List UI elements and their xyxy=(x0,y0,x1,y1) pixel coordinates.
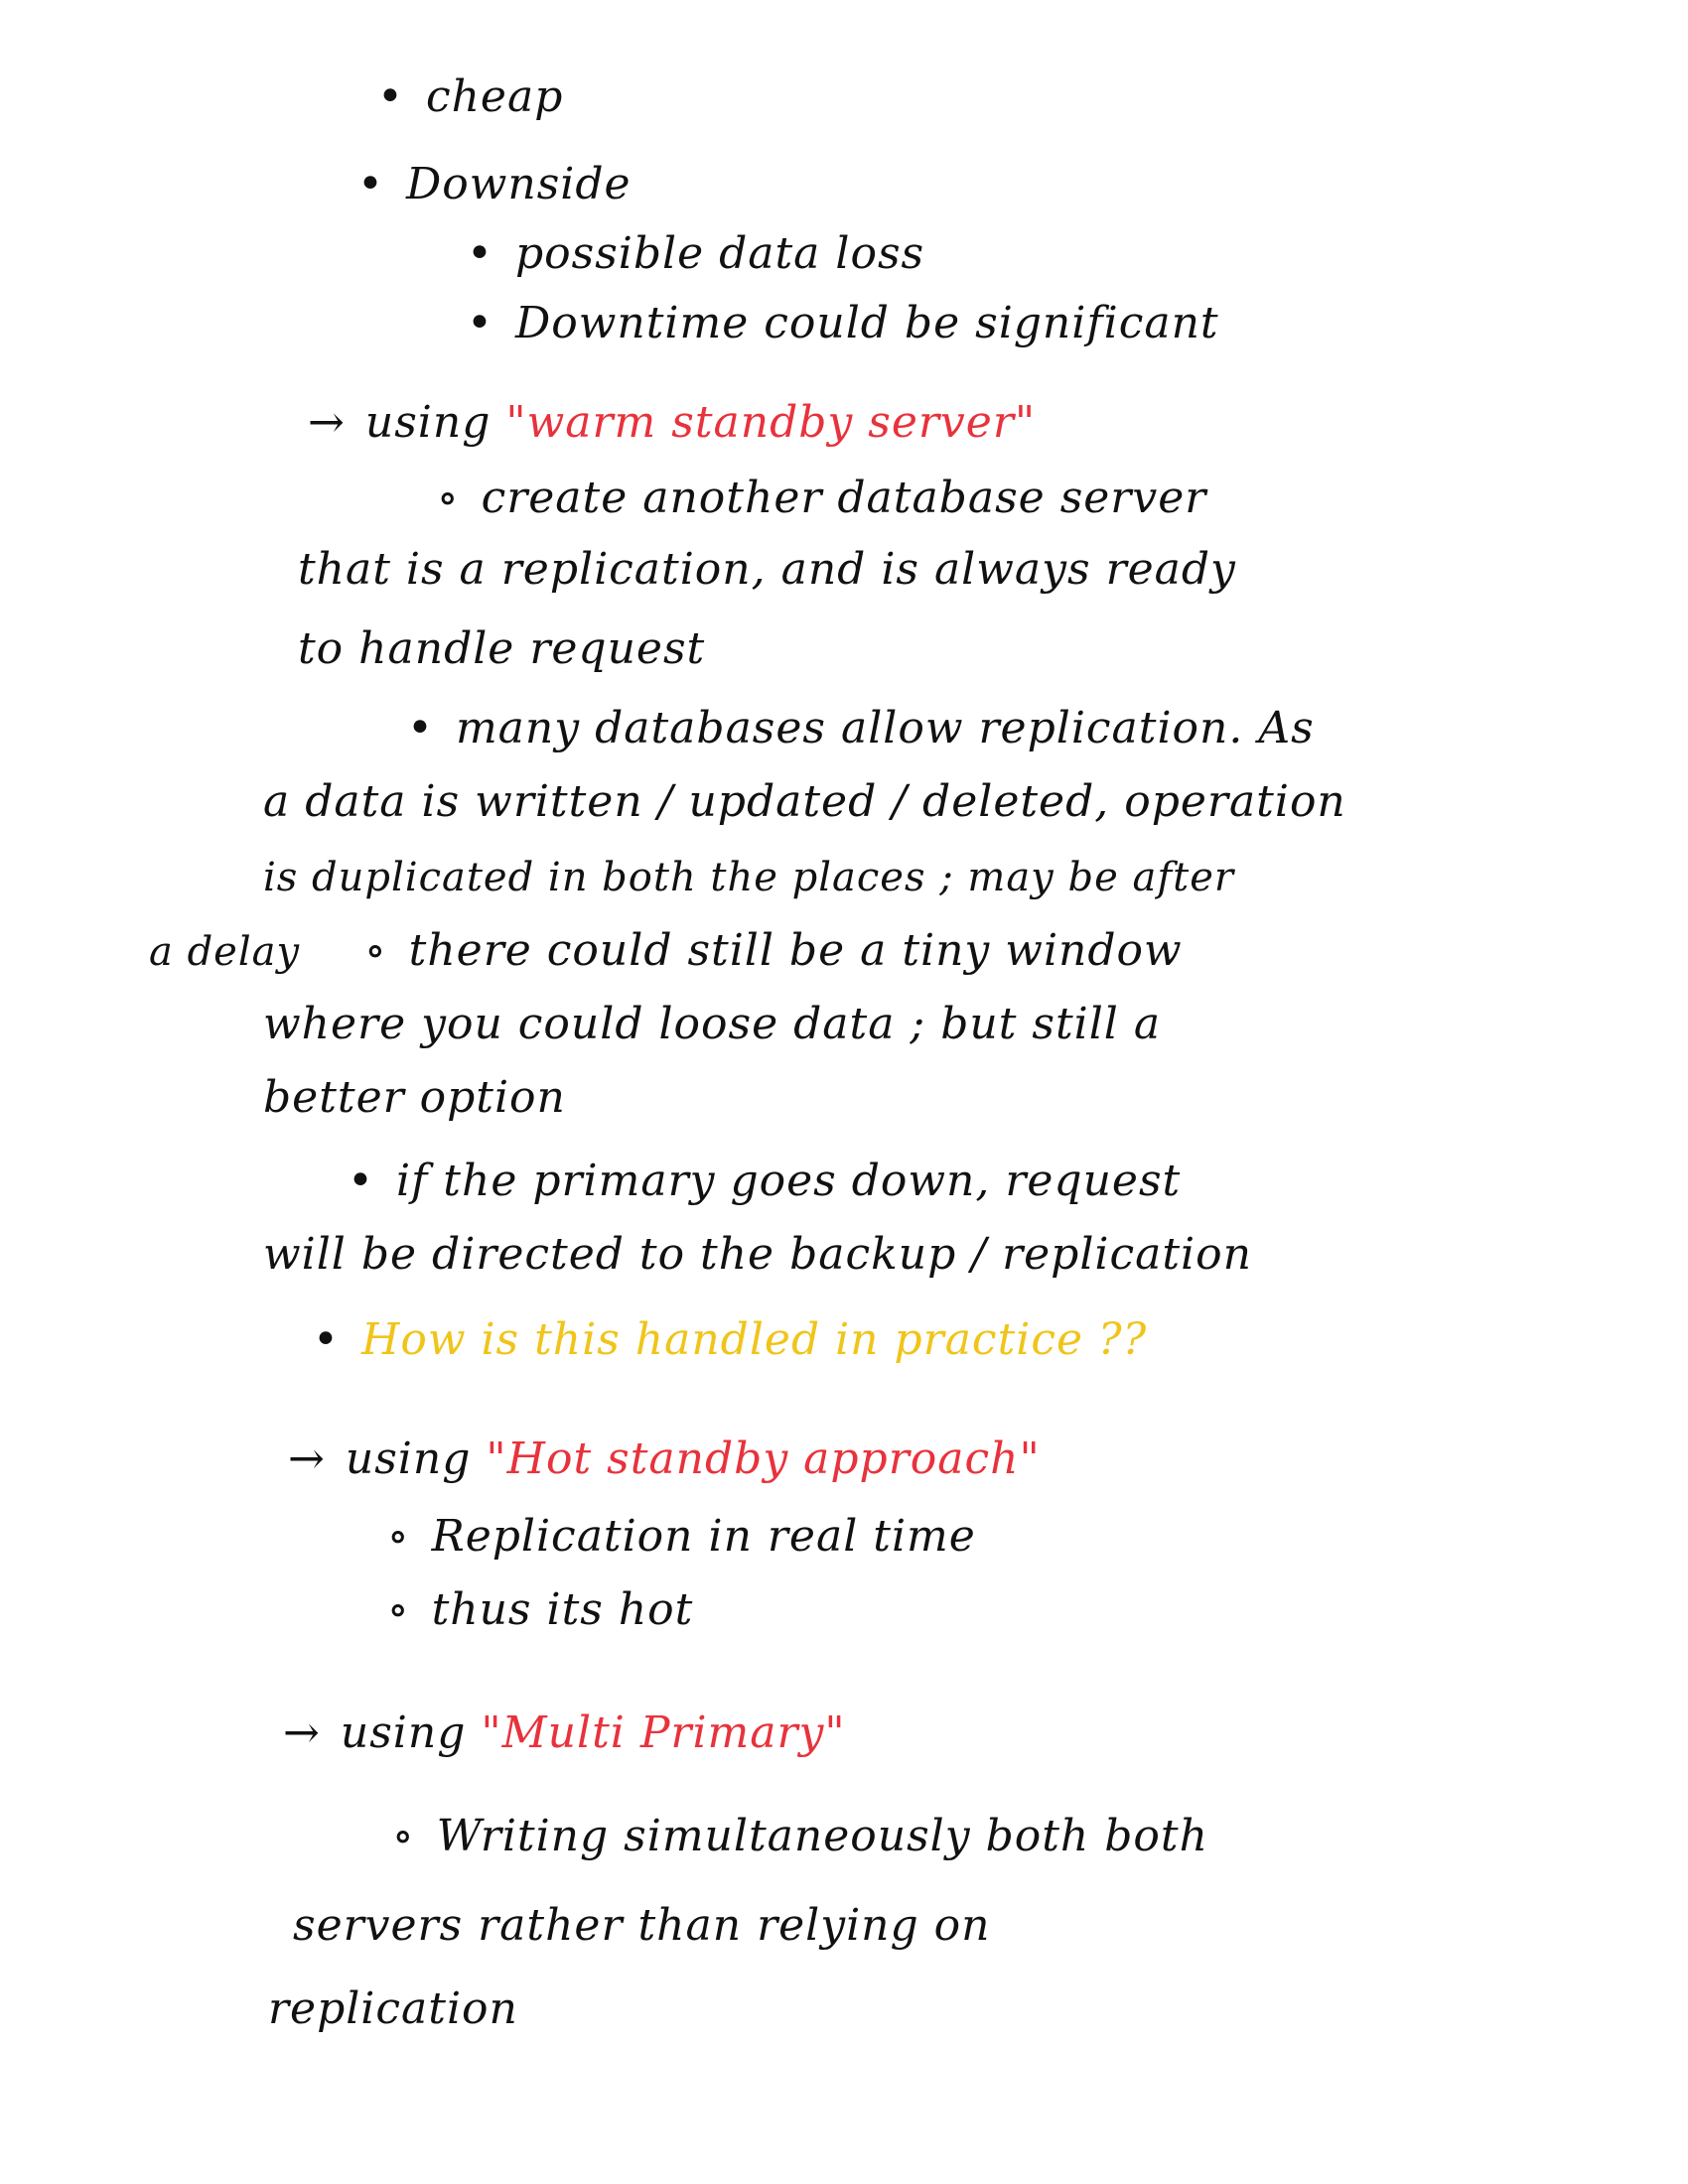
note-line xyxy=(268,1981,518,2037)
note-line xyxy=(263,1070,566,1126)
quote-open: " xyxy=(505,397,527,448)
hollow-bullet-icon: ∘ xyxy=(387,1584,410,1635)
note-text: create another database server xyxy=(481,473,1207,523)
quote-open: " xyxy=(486,1433,507,1484)
note-text: Downtime could be significant xyxy=(514,298,1219,348)
arrow-icon: → xyxy=(308,397,346,448)
bullet-icon: • xyxy=(407,703,434,753)
hollow-bullet-icon: ∘ xyxy=(392,1811,415,1861)
note-line xyxy=(407,701,1315,756)
note-text: servers rather than relying on xyxy=(293,1900,991,1951)
note-line xyxy=(149,923,1183,980)
note-line xyxy=(263,997,1161,1052)
note-heading-hot xyxy=(288,1432,1041,1487)
note-line xyxy=(357,157,632,212)
note-text: replication xyxy=(268,1983,518,2034)
note-text: there could still be a tiny window xyxy=(408,925,1183,976)
note-line xyxy=(298,621,705,677)
quote-close: " xyxy=(1019,1433,1041,1484)
note-text: Writing simultaneously both both xyxy=(436,1811,1208,1861)
note-text: using xyxy=(364,397,492,448)
note-heading-multi xyxy=(283,1706,846,1761)
bullet-icon: • xyxy=(348,1156,374,1206)
note-text: will be directed to the backup / replication xyxy=(263,1229,1252,1280)
note-text: Replication in real time xyxy=(431,1511,976,1562)
note-text: cheap xyxy=(425,71,564,122)
note-text: thus its hot xyxy=(431,1584,694,1635)
note-text: better option xyxy=(263,1072,566,1123)
note-line xyxy=(467,226,924,282)
bullet-icon: • xyxy=(467,228,493,279)
note-text: a delay xyxy=(149,929,301,975)
note-line xyxy=(298,542,1236,598)
note-text: where you could loose data ; but still a xyxy=(263,999,1162,1049)
note-text: possible data loss xyxy=(514,228,925,279)
bullet-icon: • xyxy=(467,298,493,348)
highlight-term: Multi Primary xyxy=(501,1707,825,1758)
note-heading-warm xyxy=(308,395,1036,451)
note-line xyxy=(387,1582,693,1638)
note-text: many databases allow replication. As xyxy=(455,703,1315,753)
note-line xyxy=(377,69,563,125)
note-line xyxy=(392,1809,1208,1864)
question-text: How is this handled in practice ?? xyxy=(360,1314,1148,1365)
bullet-icon: • xyxy=(357,159,384,209)
hollow-bullet-icon: ∘ xyxy=(437,473,460,523)
bullet-icon: • xyxy=(377,71,404,122)
note-line xyxy=(348,1154,1181,1209)
quote-close: " xyxy=(1014,397,1037,448)
note-line xyxy=(263,774,1346,830)
note-line-question xyxy=(313,1312,1147,1368)
note-text: that is a replication, and is always ready xyxy=(298,544,1236,595)
note-line xyxy=(263,850,1234,905)
quote-close: " xyxy=(824,1707,846,1758)
note-text: a data is written / updated / deleted, operation xyxy=(263,776,1346,827)
hollow-bullet-icon: ∘ xyxy=(364,925,387,976)
arrow-icon: → xyxy=(288,1433,326,1484)
note-text: using xyxy=(345,1433,472,1484)
quote-open: " xyxy=(481,1707,502,1758)
note-text: is duplicated in both the places ; may be after xyxy=(263,855,1234,900)
note-line xyxy=(437,471,1206,526)
note-line xyxy=(293,1898,990,1954)
note-text: to handle request xyxy=(298,623,706,674)
note-line xyxy=(263,1227,1252,1283)
note-text: using xyxy=(340,1707,467,1758)
note-line xyxy=(387,1509,976,1565)
bullet-icon: • xyxy=(313,1314,340,1365)
highlight-term: warm standby server xyxy=(526,397,1015,448)
note-text: Downside xyxy=(405,159,632,209)
hollow-bullet-icon: ∘ xyxy=(387,1511,410,1562)
note-text: if the primary goes down, request xyxy=(395,1156,1182,1206)
note-line xyxy=(467,296,1219,351)
arrow-icon: → xyxy=(283,1707,321,1758)
highlight-term: Hot standby approach xyxy=(506,1433,1020,1484)
